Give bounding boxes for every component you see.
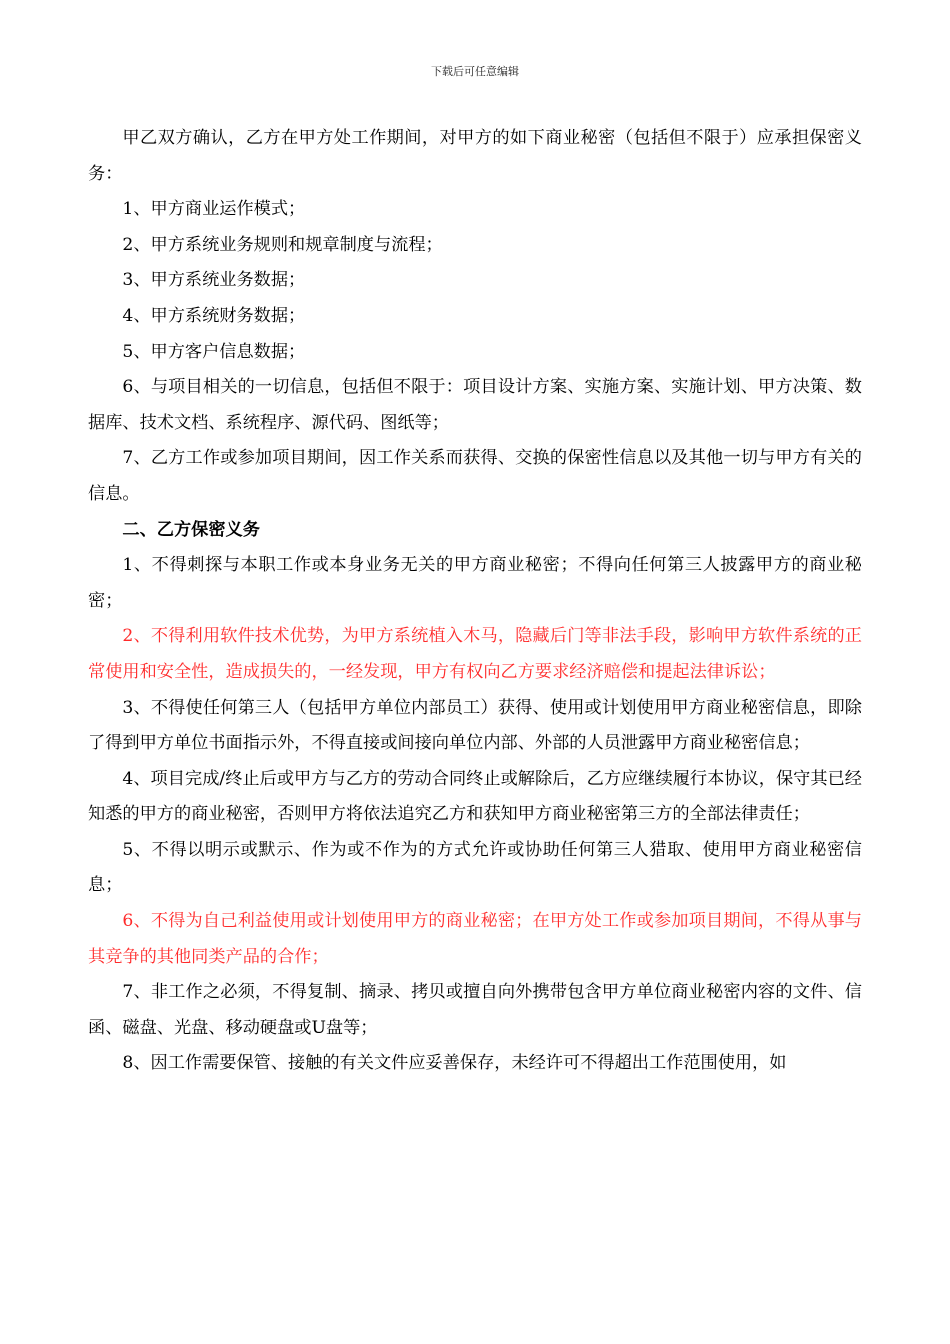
secret-item-6: 6、与项目相关的一切信息，包括但不限于：项目设计方案、实施方案、实施计划、甲方决策、数据库、技术文档、系统程序、源代码、图纸等；	[88, 377, 862, 433]
secret-item-4: 4、甲方系统财务数据；	[122, 305, 306, 326]
secret-item-7: 7、乙方工作或参加项目期间，因工作关系而获得、交换的保密性信息以及其他一切与甲方有关的信息。	[88, 448, 862, 504]
secret-item-5: 5、甲方客户信息数据；	[122, 341, 306, 362]
obligation-item-8: 8、因工作需要保管、接触的有关文件应妥善保存，未经许可不得超出工作范围使用，如	[122, 1053, 787, 1074]
page-header: 下载后可任意编辑	[431, 65, 519, 78]
section-heading: 二、乙方保密义务	[122, 519, 260, 540]
intro-paragraph: 甲乙双方确认，乙方在甲方处工作期间，对甲方的如下商业秘密（包括但不限于）应承担保密义务：	[88, 128, 862, 184]
secret-item-1: 1、甲方商业运作模式；	[122, 199, 306, 220]
secret-item-2: 2、甲方系统业务规则和规章制度与流程；	[122, 234, 443, 255]
obligation-item-2: 2、不得利用软件技术优势，为甲方系统植入木马，隐藏后门等非法手段，影响甲方软件系统的正常使用和安全性，造成损失的，一经发现，甲方有权向乙方要求经济赔偿和提起法律诉讼；	[88, 626, 862, 682]
obligation-item-3: 3、不得使任何第三人（包括甲方单位内部员工）获得、使用或计划使用甲方商业秘密信息，即除了得到甲方单位书面指示外，不得直接或间接向单位内部、外部的人员泄露甲方商业秘密信息；	[88, 697, 862, 754]
obligation-item-1: 1、不得刺探与本职工作或本身业务无关的甲方商业秘密；不得向任何第三人披露甲方的商业秘密；	[88, 555, 862, 611]
obligation-item-6: 6、不得为自己利益使用或计划使用甲方的商业秘密；在甲方处工作或参加项目期间，不得从事与其竞争的其他同类产品的合作；	[88, 911, 862, 967]
secret-item-3: 3、甲方系统业务数据；	[122, 270, 306, 291]
obligation-item-7: 7、非工作之必须，不得复制、摘录、拷贝或擅自向外携带包含甲方单位商业秘密内容的文件、信函、磁盘、光盘、移动硬盘或U盘等；	[88, 982, 862, 1038]
obligation-item-5: 5、不得以明示或默示、作为或不作为的方式允许或协助任何第三人猎取、使用甲方商业秘密信息；	[88, 839, 862, 896]
document-body	[88, 121, 862, 1082]
obligation-item-4: 4、项目完成/终止后或甲方与乙方的劳动合同终止或解除后，乙方应继续履行本协议，保守其已经知悉的甲方的商业秘密，否则甲方将依法追究乙方和获知甲方商业秘密第三方的全部法律责任；	[88, 768, 862, 825]
